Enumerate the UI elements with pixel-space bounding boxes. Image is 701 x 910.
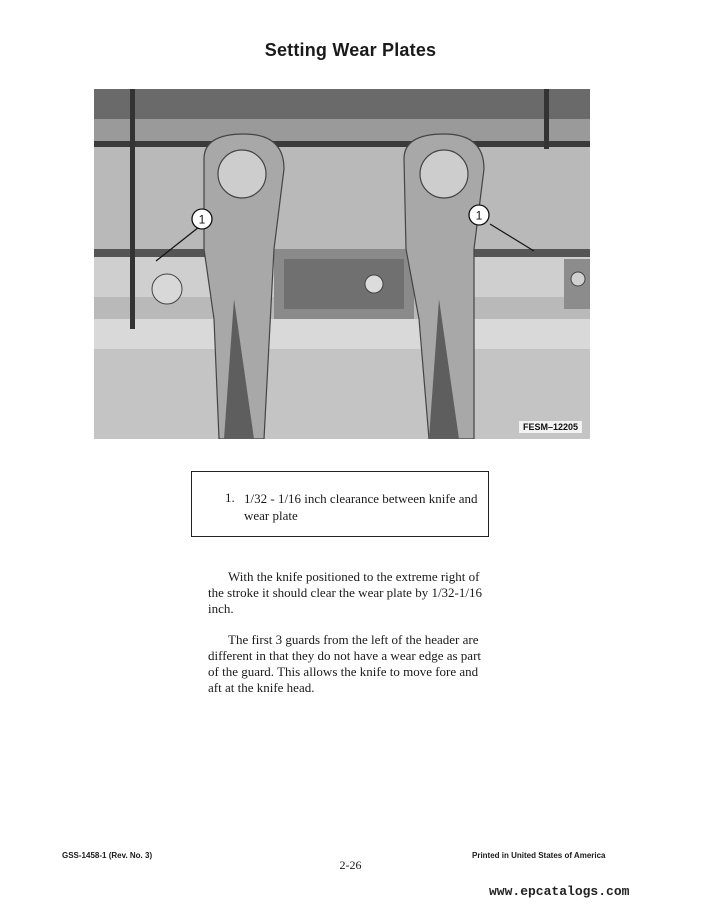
paragraph-1-text: With the knife positioned to the extreme right of the stroke it should clear the wear plate by 1/32-1/16 inch. [208, 569, 483, 616]
callout-legend-box [191, 471, 489, 537]
watermark-url: www.epcatalogs.com [489, 884, 630, 899]
photo-wear-plates [94, 89, 590, 439]
paragraph-2 [208, 632, 483, 696]
callout-number: 1. [225, 490, 235, 505]
paragraph-2-text: The first 3 guards from the left of the header are different in that they do not have a wear edge as part of the guard. This allows the knife to move fore and aft at the knife head. [208, 632, 482, 695]
page-title: Setting Wear Plates [264, 40, 437, 60]
photo-illustration [94, 89, 590, 439]
callout-marker-left: 1 [198, 212, 206, 227]
footer-printed-in: Printed in United States of America [472, 851, 606, 860]
page-number: 2-26 [339, 858, 362, 872]
figure-id: FESM–12205 [519, 421, 582, 433]
callout-text: 1/32 - 1/16 inch clearance between knife and wear plate [244, 491, 478, 523]
footer-document-id: GSS-1458-1 (Rev. No. 3) [62, 851, 153, 860]
paragraph-1 [208, 569, 483, 617]
callout-marker-right: 1 [475, 208, 483, 223]
